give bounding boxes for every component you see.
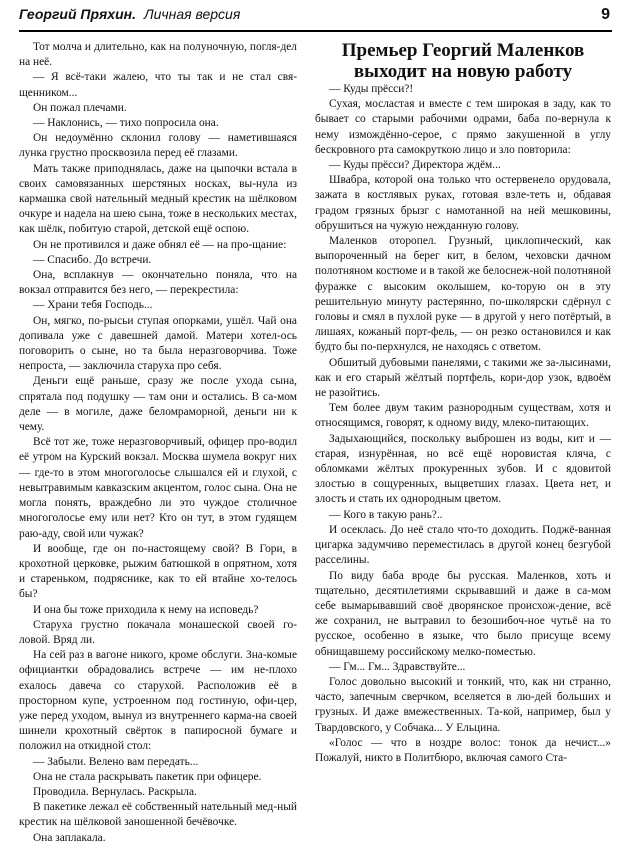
- paragraph: — Куды прёсси?!: [329, 83, 414, 95]
- paragraph: И вообще, где он по-настоящему свой? В Гори, в крохотной церковке, рыжим батюшкой в опрятном, хотя и стареньком, подряснике, как то ей втайне хо-телось бы?: [19, 542, 297, 601]
- paragraph: — Куды прёсси? Директора ждём...: [329, 159, 501, 172]
- left-column: [19, 40, 297, 844]
- paragraph: — Я всё-таки жалею, что ты так и не стал свя-щенником...: [19, 71, 297, 99]
- right-column: [315, 40, 611, 792]
- paragraph: Она не стала раскрывать пакетик при офицере.: [33, 770, 262, 783]
- paragraph: Мать также приподнялась, даже на цыпочки встала в своих самовязанных шерстяных носках, вы-нула из кармашка свой нательный медный крестик на шёлковом очкуре и надела на шею сына, тоже в нескольких местах, как шёлк, побитую старой, детской ещё оспою.: [19, 162, 297, 236]
- paragraph: — Гм... Гм... Здравствуйте...: [329, 660, 466, 673]
- paragraph: «Голос — что в ноздре волос: тонок да нечист...» Пожалуй, никто в Политбюро, включая самого Ста-: [315, 736, 611, 764]
- paragraph: Он, мягко, по-рысьи ступая опорками, ушёл. Чай она допивала уже с давешней дамой. Матери хотел-ось поговорить о сыне, но та была неразговорчива. Тоже непроста, — заключила старуха про себя.: [19, 314, 297, 373]
- paragraph: Старуха грустно покачала монашеской своей го-ловой. Вряд ли.: [19, 618, 297, 646]
- paragraph: — Спасибо. До встречи.: [33, 253, 152, 266]
- paragraph: На сей раз в вагоне никого, кроме обслуги. Зна-комые официантки обрадовались встрече — им не-плохо ехалось давеча со старухой. Расположив её в просторном купе, устроенном под гостиную, офи-цер, уже перед уходом, вынул из внутреннего карма-на своей шинели крохотный свёрток в папиросной бумаге и положил на откидной стол:: [19, 649, 297, 753]
- paragraph: По виду баба вроде бы русская. Маленков, хоть и тщательно, десятилетиями скрывавший и даже в са-мом себе вымарывавший своё дворянское происхож-дение, всё же сохранил, не вытравил to безошибоч-ное чутьё на то русское, особенно в языке, что было присуще всему обнищавшему российскому мелко-поместью.: [315, 569, 611, 658]
- paragraph: — Наклонись, — тихо попросила она.: [33, 117, 219, 130]
- paragraph: Она заплакала.: [33, 831, 106, 844]
- paragraph: И она бы тоже приходила к нему на исповедь?: [33, 603, 259, 616]
- paragraph: Деньги ещё раньше, сразу же после ухода сына, спрятала под подушку — там они и остались. В са-мом деле — в могиле, даже беломраморной, деньги ни к чему.: [19, 375, 297, 434]
- paragraph: — Забыли. Велено вам передать...: [33, 755, 199, 768]
- paragraph: Голос довольно высокий и тонкий, что, как ни странно, часто, запечным сверчком, вселяется в лю-дей больших и грузных. И даже вмежественных. Та-кой, например, был у Твардовского, у Собчака... У Ельцина.: [315, 675, 611, 734]
- paragraph: Тем более двум таким разнородным существам, хотя и относящимся, говорят, к одному виду, млеко-питающих.: [315, 402, 611, 430]
- header-author: Георгий Пряхин.: [19, 6, 136, 22]
- paragraph: Он недоумённо склонил голову — наметившаяся лунка грустно просквозила перед её глазами.: [19, 132, 297, 160]
- paragraph: Задыхающийся, поскольку выброшен из воды, кит и — старая, изнурённая, но всё ещё норовистая кляча, с обломками жёлтых прокуренных зубов. И с ядовитой злостью в сощуренных, выцветших глазах. Цвета нет, и злость и стать их однородным цветом.: [315, 432, 611, 506]
- paragraph: Проводила. Вернулась. Раскрыла.: [33, 785, 197, 798]
- paragraph: — Кого в такую рань?..: [329, 508, 443, 521]
- paragraph: Он не противился и даже обнял её — на про-щание:: [33, 238, 287, 251]
- paragraph: Тот молча и длительно, как на полуночную, погля-дел на неё.: [19, 41, 297, 69]
- paragraph: Обшитый дубовыми панелями, с такими же за-лысинами, как и его старый жёлтый портфель, кори-дор узок, вдвоём не разойтись.: [315, 356, 611, 400]
- paragraph: Она, всплакнув — окончательно поняла, что на вокзал отправится без него, — перекрестила:: [19, 269, 297, 297]
- paragraph: В пакетике лежал её собственный нательный мед-ный крестик на шёлковой заношенной бечёвочке.: [19, 801, 297, 829]
- page-number: 9: [601, 6, 610, 23]
- paragraph: Швабра, которой она только что остервенело орудовала, зажата в костлявых руках, готовая взле-теть и, обдавая градом грязных брызг с намотанной на ней мешковины, обрушиться на чужую нежданную голову.: [315, 174, 611, 232]
- paragraph: Сухая, мосластая и вместе с тем широкая в заду, как то бывает со старыми рабочими одрами, баба по-вернула к нему измождённо-серое, с прямо закушенной в углу бескровного рта самокруткою лицо и зло повторила:: [315, 98, 611, 156]
- paragraph: Маленков оторопел. Грузный, циклопический, как выпороченный на берег кит, в белом, чеховски дачном полотняном костюме и в такой же белоснеж-ной полотняной фуражке с высоким околышем, ко-торую он в эту решительную минуту растерянно, по-школярски сдёрнул с головы и смял в пухлой руке — в другой у него потёртый, в лишаях, кожаный порт-фель, — он резко остановился и как будто бы по-перхнулся, не находясь с ответом.: [315, 235, 611, 354]
- paragraph: — Храни тебя Господь...: [33, 299, 153, 312]
- paragraph: И осеклась. До неё стало что-то доходить. Поджё-ванная цигарка задумчиво переместилась в другой конец безгубой расселины.: [315, 523, 611, 567]
- running-header: [19, 6, 612, 32]
- paragraph: Он пожал плечами.: [33, 101, 127, 114]
- paragraph: Всё тот же, тоже неразговорчивый, офицер про-водил её утром на Курский вокзал. Москва шумела вокруг них — где-то в этом многоголосье слышался ей и глухой, с невытравимым кавказским акцентом, голос сына. Она не могла понять, враждебно ли это чуждое столичное многоголосье ему или нет? Кто он тут, в этом гудящем раю-аду, свой или чужак?: [19, 436, 297, 540]
- header-series: Личная версия: [143, 6, 241, 22]
- article-title: Премьер Георгий Маленков выходит на новую работу: [341, 40, 585, 82]
